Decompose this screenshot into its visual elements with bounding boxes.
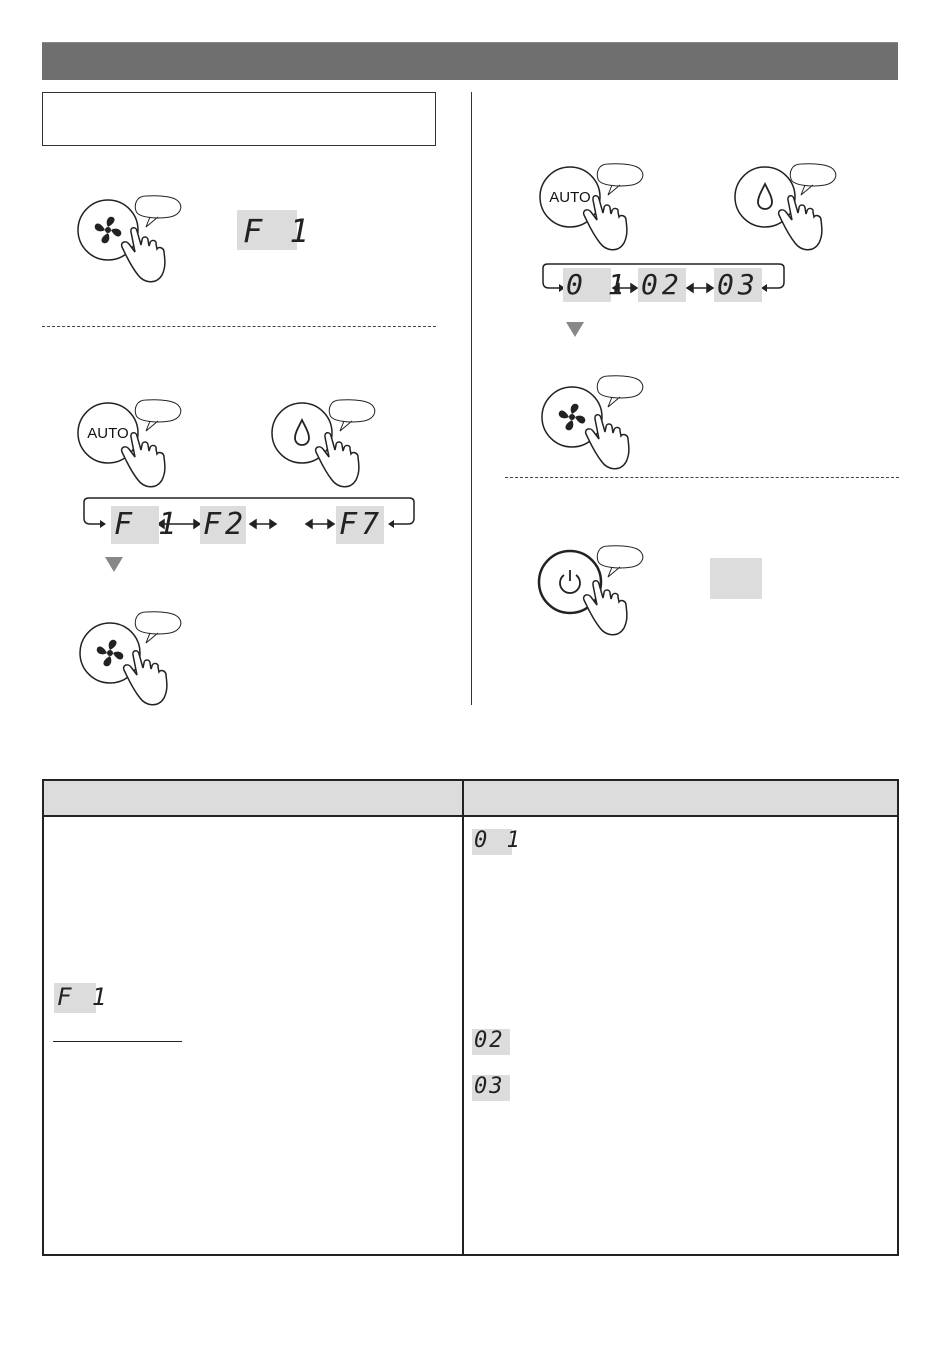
- table-cell-left: [43, 816, 463, 1255]
- lcd-seq-last: [336, 506, 384, 544]
- lcd-code: 03: [717, 268, 759, 301]
- lcd-code: 02: [641, 268, 683, 301]
- lcd-code: F7: [339, 507, 384, 542]
- section-header-bar: [42, 42, 898, 80]
- lcd-seq-first: [563, 268, 629, 302]
- lcd-code: F2: [203, 507, 248, 542]
- lcd-code: 0 1: [566, 268, 629, 301]
- lcd-code-chip: [472, 828, 523, 855]
- speech-bubble-icon: [790, 164, 836, 195]
- speech-bubble-icon: [329, 400, 375, 431]
- speech-bubble-icon: [135, 612, 181, 643]
- dashed-separator: [505, 477, 899, 478]
- lcd-seq-second: [200, 506, 246, 544]
- lcd-code: 03: [474, 1074, 505, 1099]
- note-box: [42, 92, 436, 146]
- lcd-code: 0 1: [474, 828, 523, 853]
- lcd-code: 02: [474, 1028, 505, 1053]
- speech-bubble-icon: [597, 546, 643, 577]
- table-cell-right: [463, 816, 898, 1255]
- down-arrow-marker: [105, 557, 123, 572]
- lcd-display-step1: [237, 210, 313, 250]
- fan-button[interactable]: [80, 608, 200, 703]
- lcd-code: F 1: [57, 983, 110, 1011]
- blank-lcd-display: [710, 558, 762, 599]
- down-arrow-marker: [566, 322, 584, 337]
- lcd-seq-third: [714, 268, 762, 302]
- auto-button[interactable]: [540, 161, 660, 251]
- lcd-code: F 1: [114, 507, 181, 542]
- table-header-right: [463, 780, 898, 816]
- underline-rule: [53, 1041, 182, 1042]
- auto-label: AUTO: [549, 189, 591, 206]
- dehumidify-button[interactable]: [272, 398, 392, 488]
- fan-button[interactable]: [78, 193, 198, 283]
- info-table: [42, 779, 899, 1256]
- lcd-seq-second: [638, 268, 686, 302]
- speech-bubble-icon: [135, 196, 181, 227]
- lcd-code-chip: [472, 1075, 510, 1101]
- auto-button[interactable]: [76, 398, 196, 488]
- lcd-code-chip: [54, 983, 110, 1013]
- speech-bubble-icon: [597, 164, 643, 195]
- dashed-separator: [42, 326, 436, 327]
- lcd-seq-first: [111, 506, 181, 544]
- speech-bubble-icon: [597, 376, 643, 407]
- auto-label: AUTO: [87, 425, 129, 442]
- power-button[interactable]: [538, 544, 668, 639]
- lcd-code: F 1: [243, 212, 313, 250]
- fan-button[interactable]: [542, 372, 662, 467]
- dehumidify-button[interactable]: [735, 161, 855, 251]
- lcd-code-chip: [472, 1029, 510, 1055]
- column-divider: [471, 92, 472, 705]
- speech-bubble-icon: [135, 400, 181, 431]
- table-header-left: [43, 780, 463, 816]
